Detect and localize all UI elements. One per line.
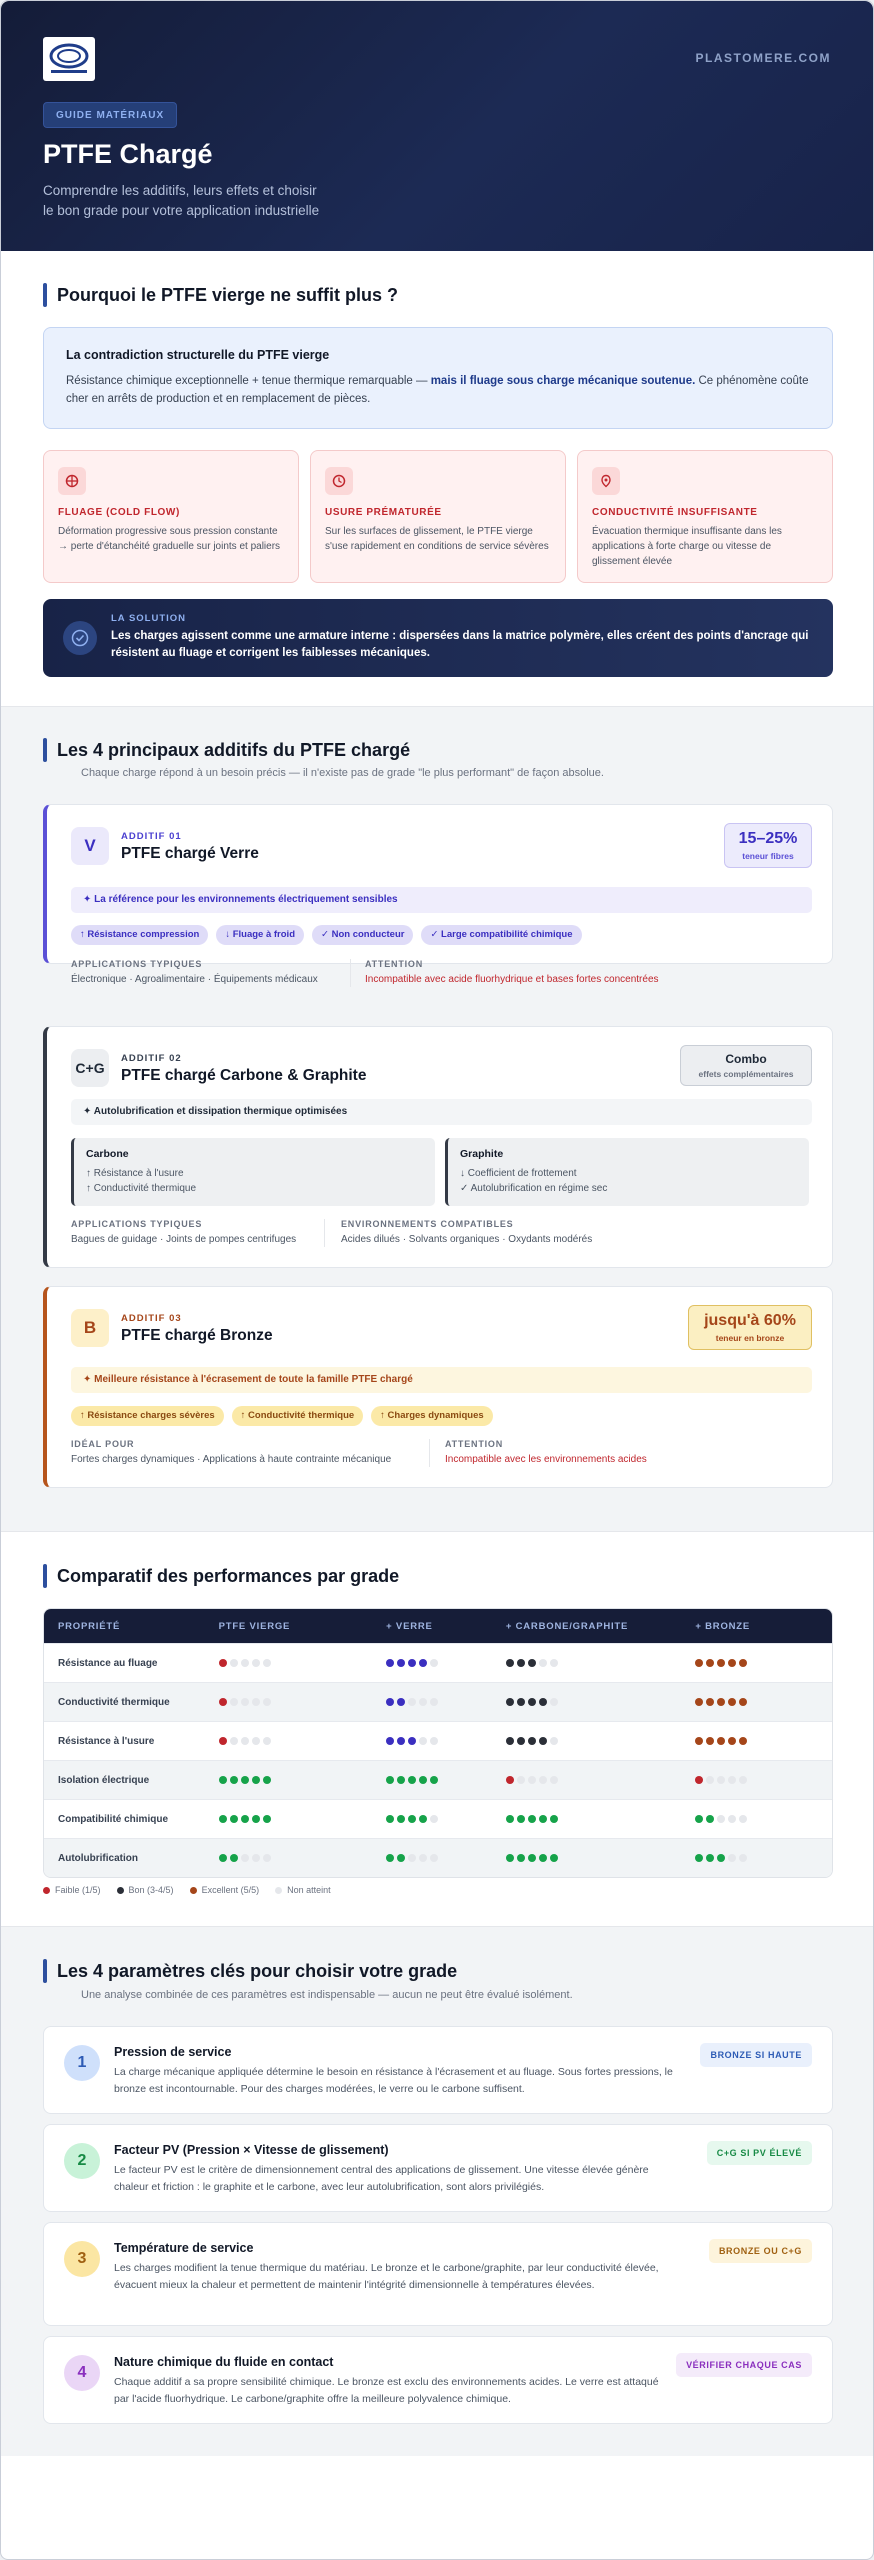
score-dot	[408, 1776, 416, 1784]
score-dot	[430, 1659, 438, 1667]
score-cell	[219, 1854, 387, 1862]
score-dot	[252, 1698, 260, 1706]
score-dot	[219, 1698, 227, 1706]
score-dot	[528, 1854, 536, 1862]
carbone-graphite-icon: C+G	[71, 1049, 109, 1087]
score-dot	[386, 1737, 394, 1745]
score-dot	[506, 1854, 514, 1862]
score-dot	[728, 1698, 736, 1706]
score-dot	[695, 1815, 703, 1823]
additive-card-verre	[43, 804, 833, 964]
score-dot	[219, 1737, 227, 1745]
score-dot	[539, 1659, 547, 1667]
score-cell	[695, 1659, 832, 1667]
highlight-banner: ✦ Meilleure résistance à l'écrasement de toute la famille PTFE chargé	[71, 1367, 812, 1393]
score-dot	[695, 1698, 703, 1706]
problem-card-usure	[310, 450, 566, 583]
additive-label: ADDITIF 02	[121, 1053, 182, 1064]
additive-name: PTFE chargé Bronze	[121, 1327, 273, 1344]
section-title: Comparatif des performances par grade	[43, 1564, 399, 1588]
score-dot	[241, 1698, 249, 1706]
section-subtitle: Chaque charge répond à un besoin précis — il n'existe pas de grade "le plus performant" de façon absolue.	[81, 767, 604, 779]
score-cell	[386, 1698, 506, 1706]
score-dot	[539, 1737, 547, 1745]
param-card-4	[43, 2336, 833, 2424]
score-dot	[419, 1737, 427, 1745]
param-tag: BRONZE SI HAUTE	[700, 2043, 812, 2067]
score-dot	[728, 1737, 736, 1745]
property-label: Compatibilité chimique	[58, 1813, 169, 1825]
score-dot	[230, 1737, 238, 1745]
score-dot	[550, 1659, 558, 1667]
score-dot	[241, 1659, 249, 1667]
legend-item: Non atteint	[275, 1885, 331, 1895]
contradiction-title: La contradiction structurelle du PTFE vierge	[66, 348, 330, 362]
property-label: Isolation électrique	[58, 1774, 150, 1786]
score-dot	[263, 1776, 271, 1784]
score-dot	[230, 1698, 238, 1706]
property-pill: ↑ Charges dynamiques	[371, 1406, 492, 1426]
score-dot	[706, 1698, 714, 1706]
score-dot	[739, 1698, 747, 1706]
score-dot	[408, 1737, 416, 1745]
problem-card-conductivite	[577, 450, 833, 583]
score-dot	[717, 1698, 725, 1706]
score-dot	[230, 1854, 238, 1862]
problem-text: Sur les surfaces de glissement, le PTFE vierge s'use rapidement en conditions de service sévères	[325, 526, 549, 552]
problem-text: Évacuation thermique insuffisante dans les applications à forte charge ou vitesse de glissement élevée	[592, 526, 782, 567]
property-pills	[71, 925, 582, 945]
property-label: Résistance à l'usure	[58, 1735, 155, 1747]
step-number: 2	[64, 2143, 100, 2179]
score-dot	[397, 1776, 405, 1784]
check-circle-icon	[63, 621, 97, 655]
score-dot	[263, 1815, 271, 1823]
score-dot	[506, 1659, 514, 1667]
score-dot	[717, 1815, 725, 1823]
score-cell	[219, 1659, 387, 1667]
score-cell	[506, 1698, 696, 1706]
property-pill: ↓ Fluage à froid	[216, 925, 304, 945]
brand-link[interactable]: PLASTOMERE.COM	[695, 51, 831, 65]
param-card-2	[43, 2124, 833, 2212]
verre-icon: V	[71, 827, 109, 865]
contradiction-box	[43, 327, 833, 429]
score-dot	[219, 1776, 227, 1784]
score-cell	[506, 1854, 696, 1862]
score-dot	[397, 1815, 405, 1823]
score-cell	[386, 1776, 506, 1784]
section-title: Les 4 principaux additifs du PTFE chargé	[43, 738, 410, 762]
score-dot	[517, 1776, 525, 1784]
score-dot	[506, 1815, 514, 1823]
score-dot	[408, 1698, 416, 1706]
score-dot	[241, 1737, 249, 1745]
score-cell	[219, 1815, 387, 1823]
additive-card-bronze	[43, 1286, 833, 1488]
env-column: ENVIRONNEMENTS COMPATIBLES Acides dilués · Solvants organiques · Oxydants modérés	[341, 1219, 593, 1245]
score-dot	[219, 1815, 227, 1823]
score-dot	[397, 1698, 405, 1706]
score-dot	[739, 1737, 747, 1745]
table-row	[44, 1838, 832, 1877]
score-dot	[517, 1737, 525, 1745]
page-title: PTFE Chargé	[43, 139, 213, 169]
solution-box	[43, 599, 833, 677]
score-dot	[419, 1776, 427, 1784]
highlight-banner: ✦ Autolubrification et dissipation thermique optimisées	[71, 1099, 812, 1125]
score-dot	[717, 1737, 725, 1745]
score-dot	[739, 1815, 747, 1823]
table-row	[44, 1760, 832, 1799]
score-dot	[430, 1698, 438, 1706]
crosshair-icon	[58, 467, 86, 495]
property-label: Résistance au fluage	[58, 1657, 158, 1669]
property-pill: ↑ Conductivité thermique	[232, 1406, 363, 1426]
score-dot	[397, 1854, 405, 1862]
score-cell	[695, 1815, 832, 1823]
problem-title: CONDUCTIVITÉ INSUFFISANTE	[592, 507, 758, 518]
score-dot	[550, 1815, 558, 1823]
score-cell	[386, 1854, 506, 1862]
problem-text: Déformation progressive sous pression constante → perte d'étanchéité graduelle sur joints et paliers	[58, 526, 281, 552]
warning-column: ATTENTION Incompatible avec les environnements acides	[445, 1439, 647, 1465]
score-dot	[517, 1854, 525, 1862]
score-cell	[219, 1737, 387, 1745]
table-row	[44, 1682, 832, 1721]
score-dot	[695, 1854, 703, 1862]
score-dot	[419, 1815, 427, 1823]
score-dot	[419, 1659, 427, 1667]
highlight-banner: ✦ La référence pour les environnements électriquement sensibles	[71, 887, 812, 913]
score-cell	[695, 1776, 832, 1784]
score-cell	[386, 1737, 506, 1745]
ideal-column: IDÉAL POUR Fortes charges dynamiques · Applications à haute contrainte mécanique	[71, 1439, 392, 1465]
score-dot	[550, 1737, 558, 1745]
score-dot	[695, 1737, 703, 1745]
param-text: Chaque additif a sa propre sensibilité chimique. Le bronze est exclu des environnements acides. Le verre est attaqué par l'acide fluorhydrique. Le carbone/graphite offre la meilleure polyvalence chimique.	[114, 2376, 659, 2405]
score-dot	[252, 1659, 260, 1667]
score-dot	[408, 1659, 416, 1667]
score-dot	[550, 1776, 558, 1784]
additive-label: ADDITIF 03	[121, 1313, 182, 1324]
score-dot	[419, 1698, 427, 1706]
additive-name: PTFE chargé Carbone & Graphite	[121, 1067, 367, 1084]
property-pill: ↑ Résistance charges sévères	[71, 1406, 224, 1426]
score-cell	[219, 1698, 387, 1706]
score-dot	[506, 1776, 514, 1784]
score-dot	[706, 1776, 714, 1784]
score-dot	[252, 1737, 260, 1745]
score-dot	[219, 1854, 227, 1862]
score-dot	[241, 1776, 249, 1784]
stat-badge: 15–25% teneur fibres	[724, 823, 812, 868]
score-dot	[517, 1659, 525, 1667]
problem-title: FLUAGE (COLD FLOW)	[58, 507, 180, 518]
section-title: Pourquoi le PTFE vierge ne suffit plus ?	[43, 283, 398, 307]
stat-badge: jusqu'à 60% teneur en bronze	[688, 1305, 812, 1350]
score-dot	[539, 1854, 547, 1862]
score-dot	[430, 1815, 438, 1823]
legend-item: Excellent (5/5)	[190, 1885, 260, 1895]
property-pills	[71, 1406, 493, 1426]
table-row	[44, 1643, 832, 1682]
score-dot	[550, 1698, 558, 1706]
score-dot	[241, 1854, 249, 1862]
score-dot	[230, 1815, 238, 1823]
table-legend	[43, 1885, 331, 1895]
param-title: Température de service	[114, 2241, 254, 2255]
param-card-3	[43, 2222, 833, 2326]
guide-badge: GUIDE MATÉRIAUX	[43, 102, 177, 128]
table-row	[44, 1799, 832, 1838]
score-dot	[528, 1698, 536, 1706]
additive-card-carbone-graphite	[43, 1026, 833, 1268]
score-dot	[430, 1776, 438, 1784]
param-tag: C+G SI PV ÉLEVÉ	[707, 2141, 812, 2165]
company-logo[interactable]	[43, 37, 95, 81]
score-dot	[717, 1854, 725, 1862]
score-dot	[386, 1659, 394, 1667]
score-dot	[230, 1776, 238, 1784]
graphite-box: Graphite ↓ Coefficient de frottement ✓ Autolubrification en régime sec	[445, 1138, 809, 1206]
score-dot	[219, 1659, 227, 1667]
score-cell	[695, 1737, 832, 1745]
score-cell	[695, 1854, 832, 1862]
score-dot	[539, 1776, 547, 1784]
score-dot	[717, 1659, 725, 1667]
step-number: 4	[64, 2355, 100, 2391]
carbone-box: Carbone ↑ Résistance à l'usure ↑ Conductivité thermique	[71, 1138, 435, 1206]
score-dot	[230, 1659, 238, 1667]
score-cell	[506, 1659, 696, 1667]
score-dot	[506, 1698, 514, 1706]
stat-badge: Combo effets complémentaires	[680, 1045, 812, 1086]
warning-column: ATTENTION Incompatible avec acide fluorhydrique et bases fortes concentrées	[365, 959, 659, 985]
score-dot	[706, 1659, 714, 1667]
score-dot	[728, 1854, 736, 1862]
performance-table	[43, 1608, 833, 1878]
property-label: Conductivité thermique	[58, 1696, 170, 1708]
score-dot	[263, 1854, 271, 1862]
problem-title: USURE PRÉMATURÉE	[325, 507, 442, 518]
score-dot	[739, 1659, 747, 1667]
param-tag: VÉRIFIER CHAQUE CAS	[676, 2353, 812, 2377]
score-dot	[408, 1854, 416, 1862]
score-dot	[528, 1659, 536, 1667]
page-subtitle: Comprendre les additifs, leurs effets et choisir le bon grade pour votre application industrielle	[43, 183, 320, 218]
score-dot	[430, 1854, 438, 1862]
legend-item: Bon (3-4/5)	[117, 1885, 174, 1895]
step-number: 3	[64, 2241, 100, 2277]
score-dot	[728, 1659, 736, 1667]
score-dot	[739, 1854, 747, 1862]
score-dot	[252, 1815, 260, 1823]
param-tag: BRONZE OU C+G	[709, 2239, 812, 2263]
thermometer-icon	[592, 467, 620, 495]
bronze-icon: B	[71, 1309, 109, 1347]
score-dot	[263, 1659, 271, 1667]
problem-card-fluage	[43, 450, 299, 583]
score-dot	[717, 1776, 725, 1784]
score-dot	[728, 1815, 736, 1823]
legend-item: Faible (1/5)	[43, 1885, 101, 1895]
score-dot	[419, 1854, 427, 1862]
property-pill: ↑ Résistance compression	[71, 925, 208, 945]
param-text: Les charges modifient la tenue thermique du matériau. Le bronze et le carbone/graphite, par leur conductivité élevée, évacuent mieux la chaleur et permettent de maintenir l'intégrité dimensionnelle à températures élevées.	[114, 2262, 659, 2291]
property-pill: ✓ Non conducteur	[312, 925, 413, 945]
score-dot	[386, 1776, 394, 1784]
score-dot	[263, 1737, 271, 1745]
score-dot	[252, 1776, 260, 1784]
property-label: Autolubrification	[58, 1852, 138, 1864]
apps-column: APPLICATIONS TYPIQUES Électronique · Agroalimentaire · Équipements médicaux	[71, 959, 318, 985]
score-dot	[263, 1698, 271, 1706]
score-dot	[706, 1737, 714, 1745]
hero-banner	[1, 1, 873, 251]
additive-label: ADDITIF 01	[121, 831, 182, 842]
score-dot	[252, 1854, 260, 1862]
score-dot	[739, 1776, 747, 1784]
score-dot	[706, 1815, 714, 1823]
score-dot	[695, 1776, 703, 1784]
score-cell	[506, 1776, 696, 1784]
score-dot	[528, 1815, 536, 1823]
score-dot	[528, 1737, 536, 1745]
score-dot	[386, 1854, 394, 1862]
step-number: 1	[64, 2045, 100, 2081]
score-cell	[386, 1815, 506, 1823]
score-dot	[539, 1698, 547, 1706]
score-dot	[706, 1854, 714, 1862]
table-row	[44, 1721, 832, 1760]
score-dot	[528, 1776, 536, 1784]
section-subtitle: Une analyse combinée de ces paramètres est indispensable — aucun ne peut être évalué isolément.	[81, 1989, 573, 2001]
score-dot	[397, 1659, 405, 1667]
param-text: Le facteur PV est le critère de dimensionnement central des applications de glissement. Une vitesse élevée génère chaleur et friction : le graphite et le carbone, avec leur autolubrification, sont alors privilégiés.	[114, 2164, 649, 2193]
param-text: La charge mécanique appliquée détermine le besoin en résistance à l'écrasement et au fluage. Sous fortes pressions, le bronze est incontournable. Pour des charges modérées, le verre ou le carbone suffisent.	[114, 2066, 673, 2095]
score-dot	[695, 1659, 703, 1667]
score-dot	[517, 1815, 525, 1823]
section-title: Les 4 paramètres clés pour choisir votre grade	[43, 1959, 457, 1983]
score-dot	[397, 1737, 405, 1745]
score-dot	[728, 1776, 736, 1784]
score-dot	[539, 1815, 547, 1823]
score-cell	[386, 1659, 506, 1667]
score-cell	[506, 1737, 696, 1745]
score-cell	[506, 1815, 696, 1823]
solution-text: Les charges agissent comme une armature interne : dispersées dans la matrice polymère, elles créent des points d'ancrage qui résistent au fluage et corrigent les faiblesses mécaniques.	[111, 630, 809, 659]
contradiction-text: Résistance chimique exceptionnelle + tenue thermique remarquable — mais il fluage sous charge mécanique soutenue. Ce phénomène coûte cher en arrêts de production et en remplacement de pièces.	[66, 375, 809, 405]
score-cell	[219, 1776, 387, 1784]
param-title: Facteur PV (Pression × Vitesse de glissement)	[114, 2143, 389, 2157]
score-dot	[550, 1854, 558, 1862]
score-dot	[386, 1698, 394, 1706]
param-card-1	[43, 2026, 833, 2114]
param-title: Pression de service	[114, 2045, 232, 2059]
additive-name: PTFE chargé Verre	[121, 845, 259, 862]
score-dot	[386, 1815, 394, 1823]
score-dot	[408, 1815, 416, 1823]
clock-icon	[325, 467, 353, 495]
score-dot	[517, 1698, 525, 1706]
property-pill: ✓ Large compatibilité chimique	[421, 925, 581, 945]
solution-label: LA SOLUTION	[111, 613, 187, 624]
score-dot	[241, 1815, 249, 1823]
table-header: PROPRIÉTÉ PTFE VIERGE + VERRE + CARBONE/GRAPHITE + BRONZE	[44, 1609, 832, 1643]
score-dot	[506, 1737, 514, 1745]
score-cell	[695, 1698, 832, 1706]
param-title: Nature chimique du fluide en contact	[114, 2355, 334, 2369]
apps-column: APPLICATIONS TYPIQUES Bagues de guidage · Joints de pompes centrifuges	[71, 1219, 297, 1245]
score-dot	[430, 1737, 438, 1745]
